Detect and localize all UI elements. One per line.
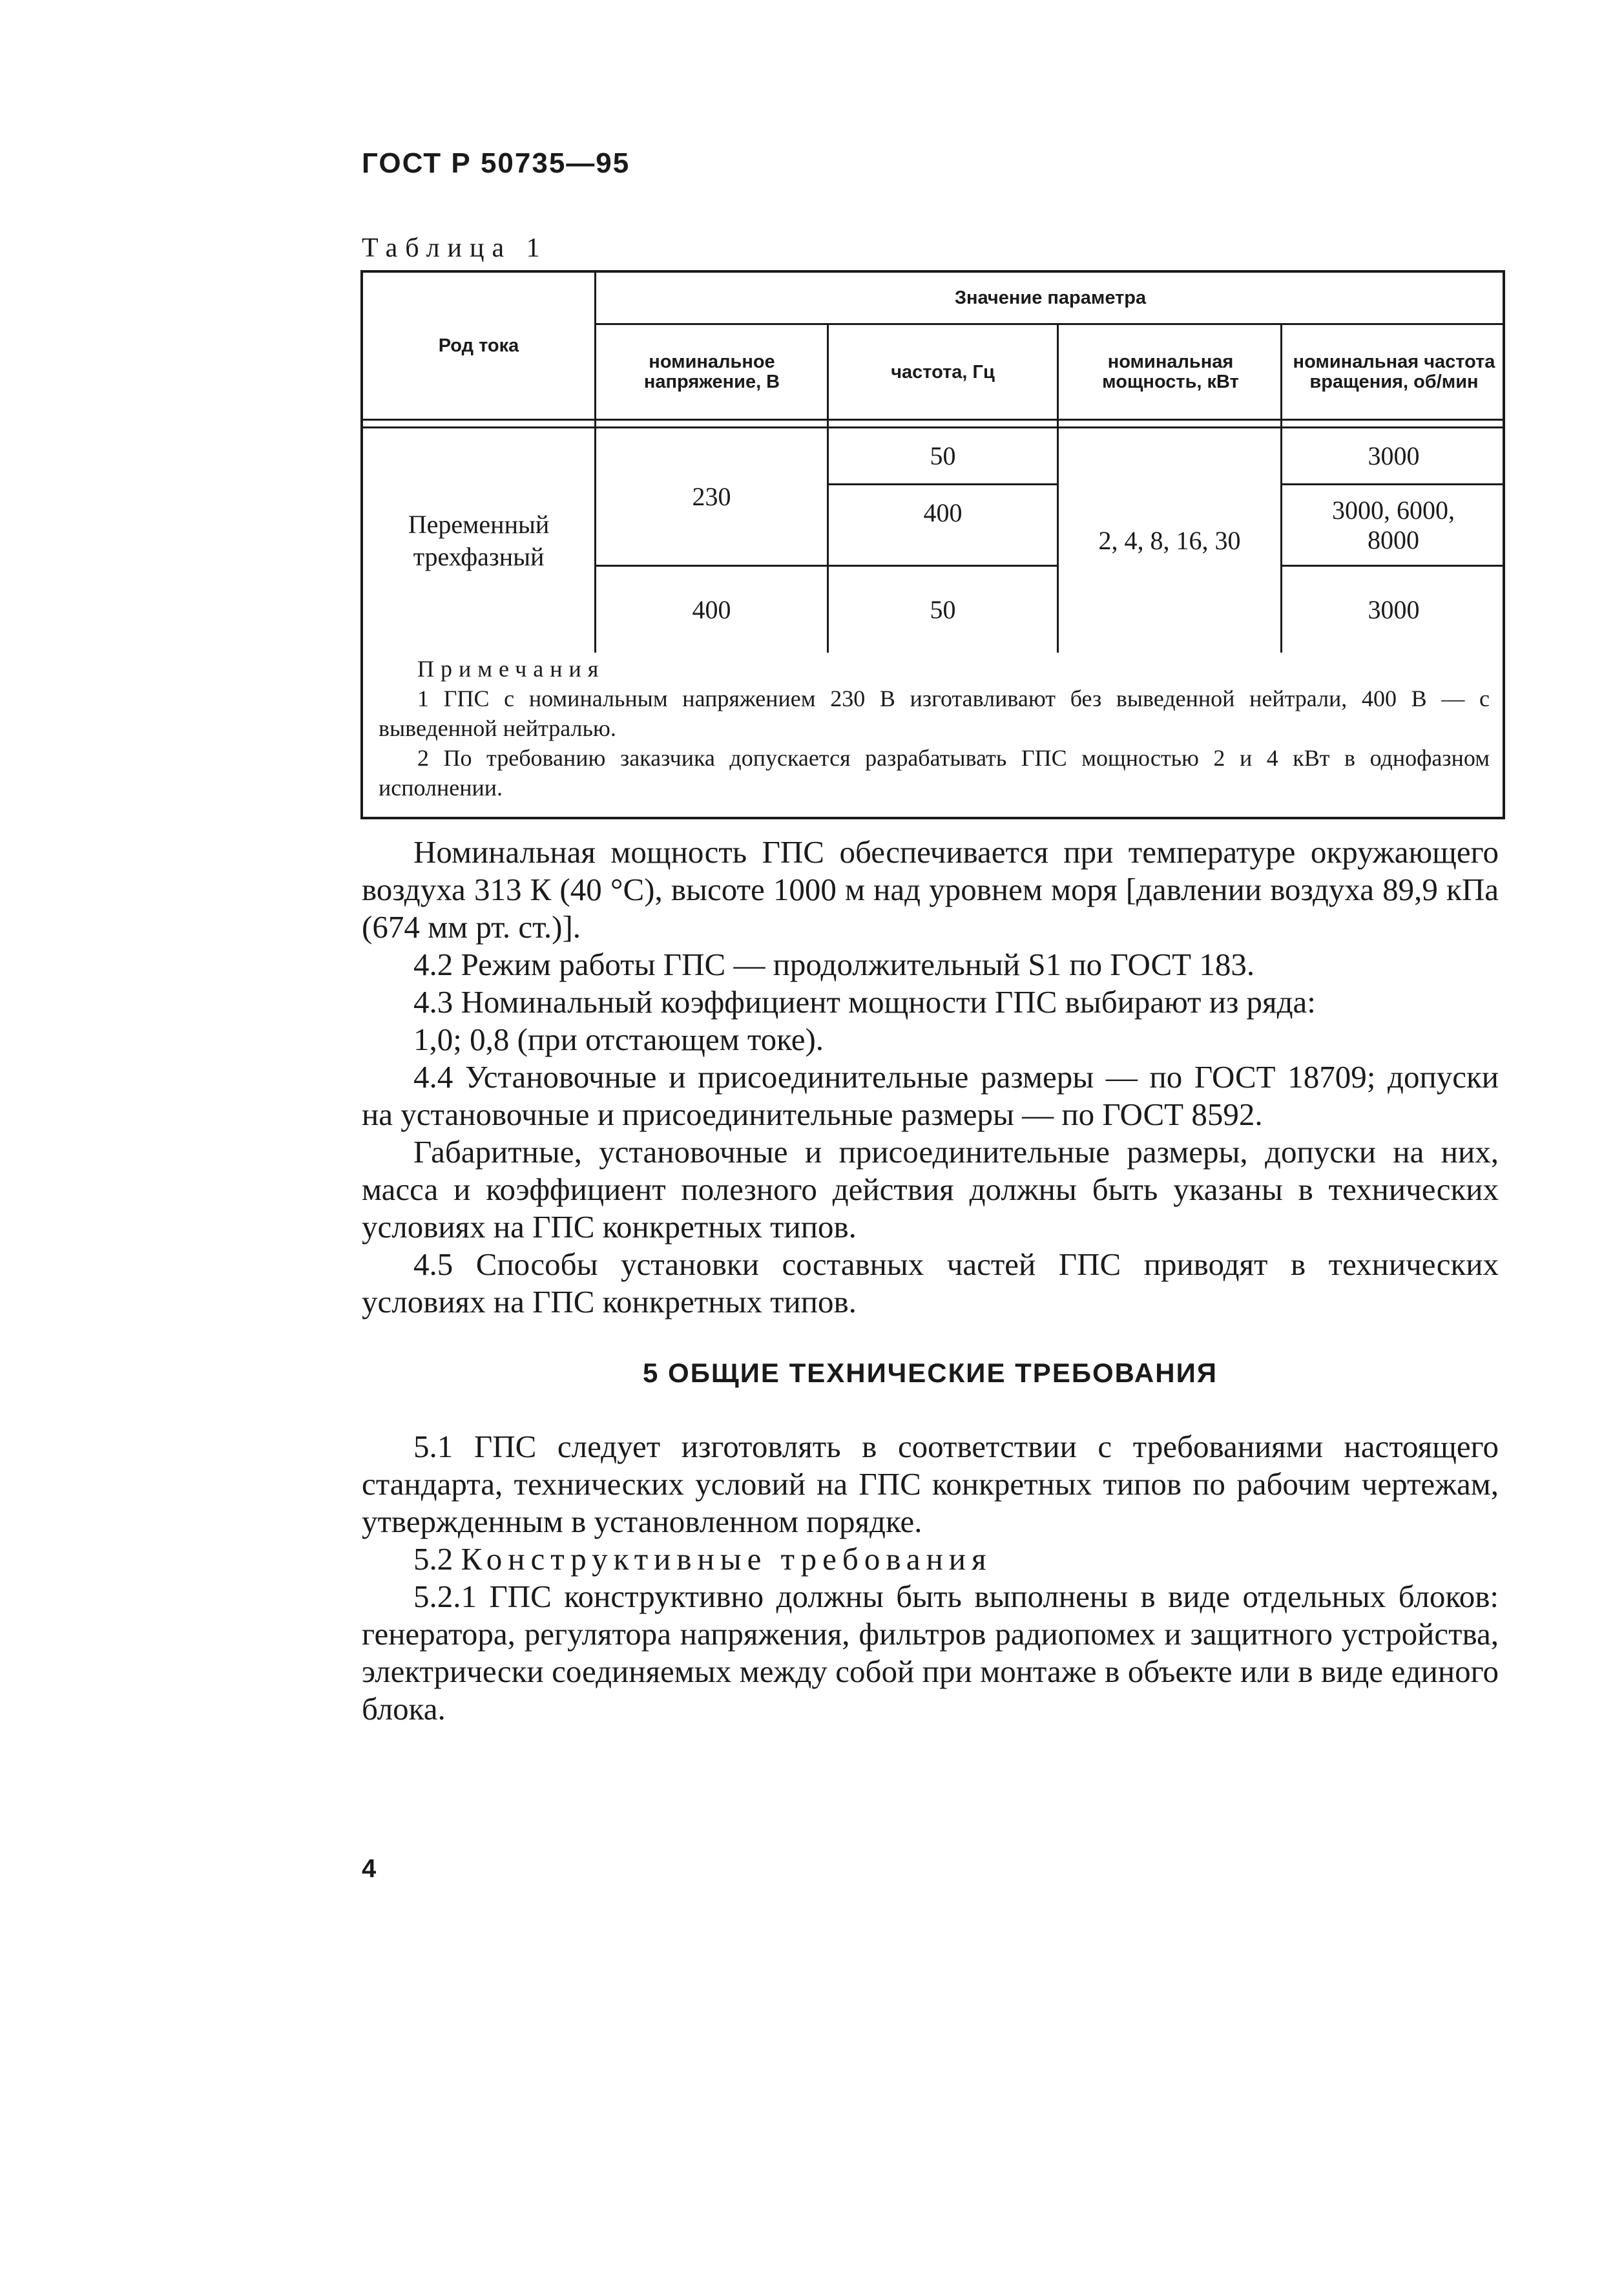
paragraph-4-5: 4.5 Способы установки составных частей ГПС приводят в технических условиях на ГПС конкретных типов.: [362, 1246, 1499, 1319]
paragraph-5-2-number: 5.2: [413, 1541, 453, 1577]
note-2: 2 По требованию заказчика допускается разрабатывать ГПС мощностью 2 и 4 кВт в однофазном исполнении.: [379, 745, 1490, 801]
document-code: ГОСТ Р 50735—95: [362, 147, 630, 179]
paragraph-4-4: 4.4 Установочные и присоединительные размеры — по ГОСТ 18709; допуски на установочные и присоединительные размеры — по ГОСТ 8592.: [362, 1059, 1499, 1132]
paragraph-4-3: 4.3 Номинальный коэффициент мощности ГПС выбирают из ряда:: [413, 984, 1316, 1020]
cell-frequency-50: 50: [930, 441, 956, 470]
paragraph-5-2-1: 5.2.1 ГПС конструктивно должны быть выполнены в виде отдельных блоков: генератора, регулятора напряжения, фильтров радиопомех и защитного устройства, электрически соединяемых между собой при монтаже в объекте или в виде единого блока.: [362, 1579, 1499, 1727]
header-current-type: Род тока: [438, 335, 519, 356]
cell-frequency-400: 400: [923, 498, 963, 527]
paragraph-dimensions: Габаритные, установочные и присоединительные размеры, допуски на них, масса и коэффициент полезного действия должны быть указаны в технических условиях на ГПС конкретных типов.: [362, 1134, 1499, 1245]
header-frequency: частота, Гц: [891, 361, 995, 383]
notes-title: Примечания: [417, 656, 605, 682]
paragraph-nominal-power: Номинальная мощность ГПС обеспечивается при температуре окружающего воздуха 313 К (40 °С), высоте 1000 м над уровнем моря [давлении воздуха 89,9 кПа (674 мм рт. ст.)].: [362, 834, 1499, 945]
table-notes: [379, 654, 1490, 803]
section-heading: 5 ОБЩИЕ ТЕХНИЧЕСКИЕ ТРЕБОВАНИЯ: [643, 1358, 1218, 1388]
paragraph-4-2: 4.2 Режим работы ГПС — продолжительный S1 по ГОСТ 183.: [413, 947, 1255, 982]
table-caption: Таблица 1: [362, 233, 548, 263]
cell-voltage-230: 230: [692, 481, 731, 511]
cell-rotation-3000-b: 3000: [1368, 594, 1420, 624]
cell-nominal-power: 2, 4, 8, 16, 30: [1098, 525, 1241, 555]
cell-current-type: Переменный трехфазный: [408, 509, 550, 571]
header-parameter-value: Значение параметра: [954, 287, 1147, 308]
cell-frequency-50-b: 50: [930, 594, 956, 624]
paragraph-power-factor-values: 1,0; 0,8 (при отстающем токе).: [413, 1022, 824, 1057]
cell-rotation-multi: 3000, 6000, 8000: [1332, 495, 1455, 554]
paragraph-5-1: 5.1 ГПС следует изготовлять в соответствии с требованиями настоящего стандарта, технических условий на ГПС конкретных типов по рабочим чертежам, утвержденным в установленном порядке.: [362, 1429, 1499, 1539]
cell-rotation-3000: 3000: [1368, 441, 1420, 470]
paragraph-5-2-title: Конструктивные требования: [461, 1541, 992, 1577]
cell-voltage-400: 400: [692, 594, 731, 624]
table-group-hline: [594, 323, 1505, 325]
note-1: 1 ГПС с номинальным напряжением 230 В изготавливают без выведенной нейтрали, 400 В — с выведенной нейтралью.: [379, 686, 1490, 741]
header-nominal-power: номинальная мощность, кВт: [1102, 352, 1239, 392]
header-nominal-voltage: номинальное напряжение, В: [643, 352, 780, 392]
table-header-double-line-1: [363, 419, 1505, 421]
body-text: [362, 834, 1499, 1728]
paragraph-5-2: [362, 1540, 1499, 1578]
page-number: 4: [362, 1855, 377, 1883]
header-rotation-speed: номинальная частота вращения, об/мин: [1293, 352, 1495, 392]
